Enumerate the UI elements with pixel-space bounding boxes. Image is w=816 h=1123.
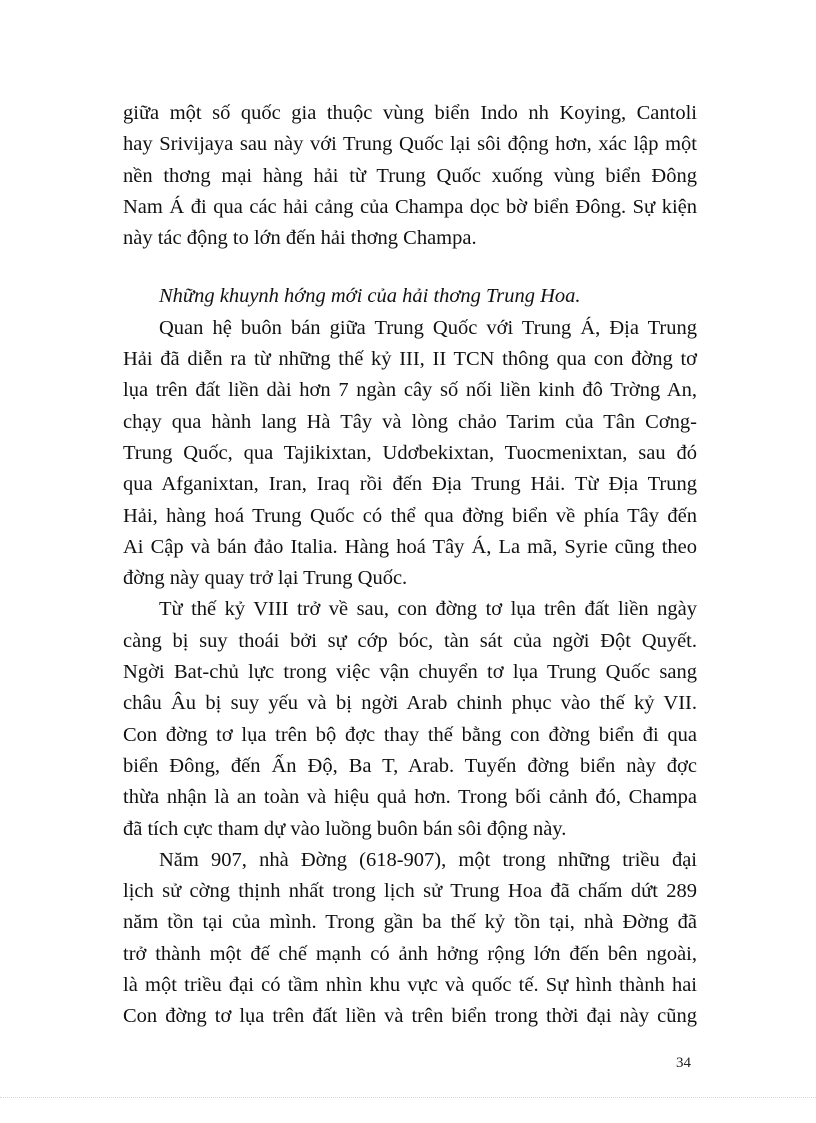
text-line: Hải đã diễn ra từ những thế kỷ III, II TCN thông qua con đờng tơ [123, 348, 697, 371]
text-line: đờng này quay trở lại Trung Quốc. [123, 567, 408, 590]
text-line: nền thơng mại hàng hải từ Trung Quốc xuống vùng biển Đông [123, 164, 697, 187]
text-line: Con đờng tơ lụa trên bộ đợc thay thế bằng con đờng biển đi qua [123, 723, 697, 746]
page-bottom-divider [0, 1097, 816, 1098]
paragraph-3 [123, 594, 697, 844]
text-line: Ngời Bat-chủ lực trong việc vận chuyển tơ lụa Trung Quốc sang [123, 661, 697, 684]
text-line: trở thành một đế chế mạnh có ảnh hởng rộng lớn đến bên ngoài, [123, 942, 697, 965]
text-line: Con đờng tơ lụa trên đất liền và trên biển trong thời đại này cũng [123, 1005, 697, 1028]
text-line: hay Srivijaya sau này với Trung Quốc lại sôi động hơn, xác lập một [123, 133, 697, 156]
text-line: chạy qua hành lang Hà Tây và lòng chảo Tarim của Tân Cơng- [123, 410, 697, 433]
text-line: đã tích cực tham dự vào luồng buôn bán sôi động này. [123, 817, 567, 840]
text-line: biển Đông, đến Ấn Độ, Ba T, Arab. Tuyến đờng biển này đợc [123, 754, 697, 777]
text-line: Hải, hàng hoá Trung Quốc có thể qua đờng biển về phía Tây đến [123, 504, 697, 527]
text-line: là một triều đại có tầm nhìn khu vực và quốc tế. Sự hình thành hai [123, 974, 697, 997]
text-line: giữa một số quốc gia thuộc vùng biển Indo nh Koying, Cantoli [123, 102, 697, 124]
text-line: Nam Á đi qua các hải cảng của Champa dọc bờ biển Đông. Sự kiện [123, 195, 697, 218]
text-line: Năm 907, nhà Đờng (618-907), một trong những triều đại [159, 848, 697, 871]
text-line: Quan hệ buôn bán giữa Trung Quốc với Trung Á, Địa Trung [159, 316, 697, 339]
text-line: này tác động to lớn đến hải thơng Champa. [123, 227, 477, 250]
text-line: năm tồn tại của mình. Trong gần ba thế kỷ tồn tại, nhà Đờng đã [123, 911, 697, 934]
paragraph-4 [123, 845, 697, 1033]
body-text [123, 98, 697, 1033]
text-line: qua Afganixtan, Iran, Iraq rồi đến Địa Trung Hải. Từ Địa Trung [123, 473, 697, 496]
paragraph-2 [123, 313, 697, 595]
text-line: thừa nhận là an toàn và hiệu quả hơn. Trong bối cảnh đó, Champa [123, 786, 697, 809]
text-line: Từ thế kỷ VIII trở về sau, con đờng tơ lụa trên đất liền ngày [159, 598, 697, 621]
text-line: châu Âu bị suy yếu và bị ngời Arab chinh phục vào thế kỷ VII. [123, 692, 697, 715]
paragraph-1 [123, 98, 697, 254]
text-line: lịch sử cờng thịnh nhất trong lịch sử Trung Hoa đã chấm dứt 289 [123, 880, 697, 903]
page-number: 34 [676, 1055, 691, 1071]
text-line: lụa trên đất liền dài hơn 7 ngàn cây số nối liền kinh đô Trờng An, [123, 379, 697, 402]
text-line: Trung Quốc, qua Tajikixtan, Udơbekixtan, Tuocmenixtan, sau đó [123, 441, 697, 464]
text-line: càng bị suy thoái bởi sự cớp bóc, tàn sát của ngời Đột Quyết. [123, 629, 697, 652]
text-line: Ai Cập và bán đảo Italia. Hàng hoá Tây Á, La mã, Syrie cũng theo [123, 535, 697, 558]
section-heading: Những khuynh hớng mới của hải thơng Trung Hoa. [159, 285, 581, 308]
